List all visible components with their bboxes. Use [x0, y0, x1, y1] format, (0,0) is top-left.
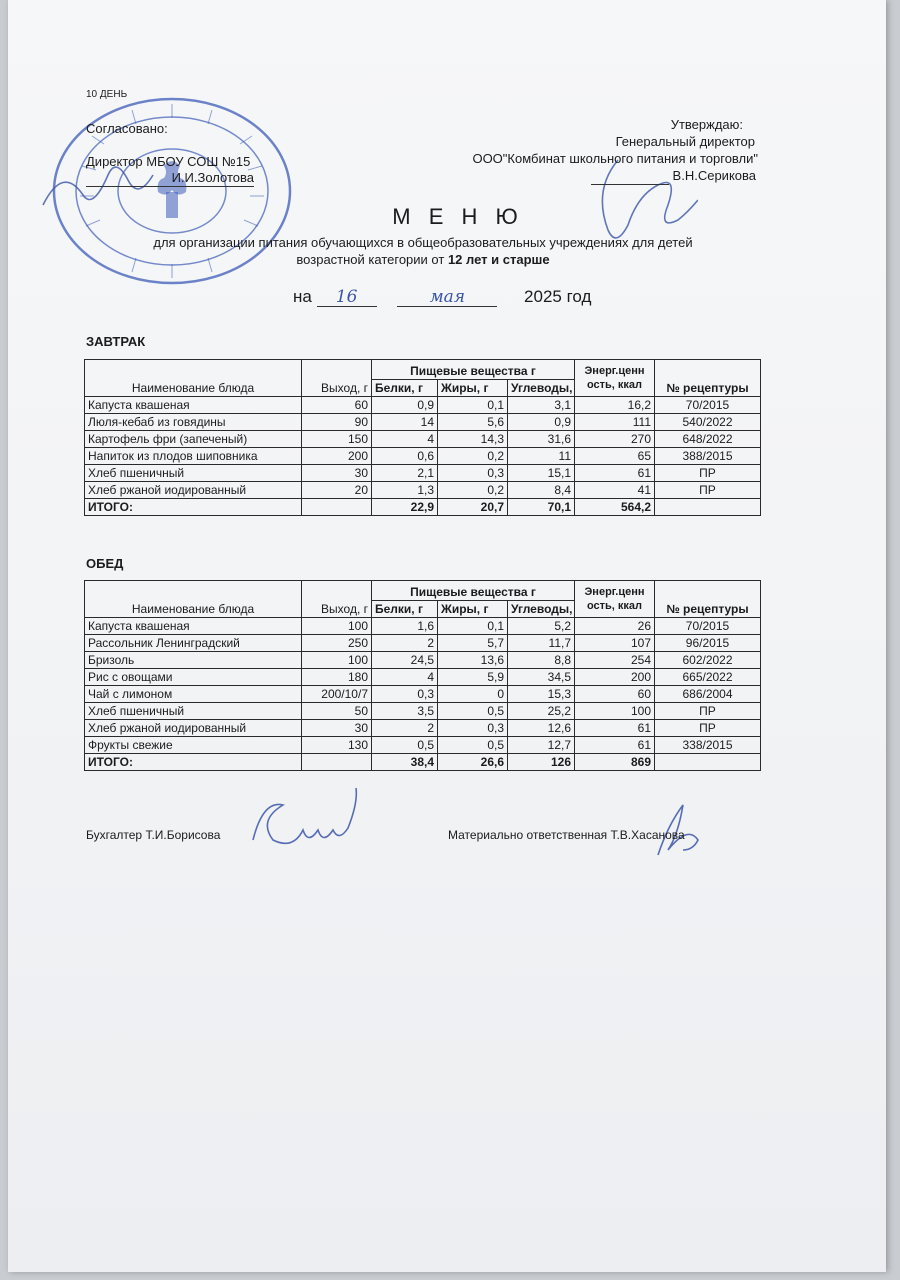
table-row — [85, 465, 761, 482]
cell-name: Напиток из плодов шиповника — [85, 448, 302, 465]
cell-recipe: ПР — [655, 482, 761, 499]
approved-name: В.Н.Серикова — [672, 168, 756, 183]
cell-fat: 5,6 — [438, 414, 508, 431]
date-prefix: на — [293, 287, 312, 306]
cell-carbs: 8,8 — [508, 652, 575, 669]
total-protein: 22,9 — [372, 499, 438, 516]
cell-protein: 0,9 — [372, 397, 438, 414]
cell-carbs: 34,5 — [508, 669, 575, 686]
cell-protein: 0,6 — [372, 448, 438, 465]
col-header-name: Наименование блюда — [85, 360, 302, 397]
cell-energy: 41 — [575, 482, 655, 499]
cell-protein: 2,1 — [372, 465, 438, 482]
cell-recipe: ПР — [655, 703, 761, 720]
table-row — [85, 737, 761, 754]
cell-energy: 65 — [575, 448, 655, 465]
cell-carbs: 11,7 — [508, 635, 575, 652]
lunch-rows — [85, 618, 761, 771]
cell-fat: 0,2 — [438, 448, 508, 465]
cell-carbs: 8,4 — [508, 482, 575, 499]
cell-energy: 61 — [575, 720, 655, 737]
total-energy: 564,2 — [575, 499, 655, 516]
cell-name: Бризоль — [85, 652, 302, 669]
approved-organization: ООО"Комбинат школьного питания и торговли" — [472, 151, 758, 166]
table-row — [85, 448, 761, 465]
total-row — [85, 754, 761, 771]
cell-fat: 0,3 — [438, 720, 508, 737]
cell-energy: 26 — [575, 618, 655, 635]
age-category: 12 лет и старше — [447, 252, 550, 267]
breakfast-table — [84, 359, 761, 516]
approved-position: Генеральный директор — [615, 134, 755, 149]
cell-yield: 250 — [302, 635, 372, 652]
cell-fat: 0,2 — [438, 482, 508, 499]
cell-name: Хлеб ржаной иодированный — [85, 482, 302, 499]
cell-yield: 30 — [302, 465, 372, 482]
total-label: ИТОГО: — [85, 499, 302, 516]
date-year: 2025 год — [524, 287, 592, 306]
cell-yield: 100 — [302, 652, 372, 669]
cell-recipe: 96/2015 — [655, 635, 761, 652]
lunch-title: ОБЕД — [86, 556, 124, 571]
cell-recipe: 665/2022 — [655, 669, 761, 686]
table-row — [85, 414, 761, 431]
agreed-position: Директор МБОУ СОШ №15 — [86, 154, 251, 169]
table-row — [85, 482, 761, 499]
cell-fat: 13,6 — [438, 652, 508, 669]
cell-yield: 150 — [302, 431, 372, 448]
table-row — [85, 635, 761, 652]
cell-energy: 254 — [575, 652, 655, 669]
cell-name: Фрукты свежие — [85, 737, 302, 754]
table-row — [85, 703, 761, 720]
table-row — [85, 431, 761, 448]
total-empty-cell — [655, 499, 761, 516]
cell-energy: 61 — [575, 465, 655, 482]
menu-title: М Е Н Ю — [392, 204, 524, 229]
cell-carbs: 31,6 — [508, 431, 575, 448]
cell-yield: 100 — [302, 618, 372, 635]
cell-energy: 270 — [575, 431, 655, 448]
total-label: ИТОГО: — [85, 754, 302, 771]
agreed-title: Согласовано: — [86, 121, 168, 136]
cell-protein: 2 — [372, 720, 438, 737]
cell-yield: 20 — [302, 482, 372, 499]
breakfast-title: ЗАВТРАК — [86, 334, 146, 349]
col-header-energy: Энерг.ценн ость, ккал — [575, 581, 655, 618]
cell-recipe: 540/2022 — [655, 414, 761, 431]
responsible-signoff: Материально ответственная Т.В.Хасанова — [448, 828, 685, 842]
cell-fat: 5,7 — [438, 635, 508, 652]
total-empty-cell — [655, 754, 761, 771]
cell-name: Люля-кебаб из говядины — [85, 414, 302, 431]
col-header-energy: Энерг.ценн ость, ккал — [575, 360, 655, 397]
cell-fat: 0,1 — [438, 618, 508, 635]
lunch-table — [84, 580, 761, 771]
cell-carbs: 15,1 — [508, 465, 575, 482]
total-empty-cell — [302, 754, 372, 771]
accountant-signoff: Бухгалтер Т.И.Борисова — [86, 828, 221, 842]
subtitle-line-2-text: возрастной категории от — [296, 252, 448, 267]
cell-protein: 4 — [372, 669, 438, 686]
total-protein: 38,4 — [372, 754, 438, 771]
cell-protein: 0,5 — [372, 737, 438, 754]
col-header-fat: Жиры, г — [438, 379, 508, 396]
cell-yield: 200/10/7 — [302, 686, 372, 703]
cell-energy: 60 — [575, 686, 655, 703]
breakfast-rows — [85, 397, 761, 516]
col-header-nutrients: Пищевые вещества г — [372, 581, 575, 601]
cell-yield: 130 — [302, 737, 372, 754]
col-header-protein: Белки, г — [372, 379, 438, 396]
agreed-name: И.И.Золотова — [86, 170, 254, 187]
cell-protein: 24,5 — [372, 652, 438, 669]
cell-protein: 14 — [372, 414, 438, 431]
cell-recipe: 70/2015 — [655, 618, 761, 635]
cell-carbs: 0,9 — [508, 414, 575, 431]
cell-fat: 0,3 — [438, 465, 508, 482]
cell-carbs: 11 — [508, 448, 575, 465]
col-header-carbs: Углеводы, — [508, 600, 575, 617]
cell-recipe: 648/2022 — [655, 431, 761, 448]
col-header-protein: Белки, г — [372, 600, 438, 617]
menu-date — [293, 287, 591, 307]
col-header-fat: Жиры, г — [438, 600, 508, 617]
cell-name: Картофель фри (запеченый) — [85, 431, 302, 448]
total-fat: 26,6 — [438, 754, 508, 771]
cell-yield: 30 — [302, 720, 372, 737]
table-row — [85, 397, 761, 414]
cell-recipe: ПР — [655, 465, 761, 482]
cell-name: Рис с овощами — [85, 669, 302, 686]
total-energy: 869 — [575, 754, 655, 771]
cell-carbs: 25,2 — [508, 703, 575, 720]
col-header-recipe: № рецептуры — [655, 581, 761, 618]
cell-energy: 100 — [575, 703, 655, 720]
cell-yield: 50 — [302, 703, 372, 720]
cell-yield: 60 — [302, 397, 372, 414]
cell-name: Хлеб ржаной иодированный — [85, 720, 302, 737]
cell-energy: 16,2 — [575, 397, 655, 414]
cell-carbs: 15,3 — [508, 686, 575, 703]
total-carbs: 126 — [508, 754, 575, 771]
cell-fat: 0 — [438, 686, 508, 703]
approved-signature-line — [591, 184, 669, 185]
table-row — [85, 686, 761, 703]
cell-protein: 0,3 — [372, 686, 438, 703]
date-day: 16 — [317, 288, 377, 307]
col-header-yield: Выход, г — [302, 581, 372, 618]
cell-name: Хлеб пшеничный — [85, 703, 302, 720]
col-header-name: Наименование блюда — [85, 581, 302, 618]
table-row — [85, 652, 761, 669]
cell-name: Хлеб пшеничный — [85, 465, 302, 482]
cell-recipe: 602/2022 — [655, 652, 761, 669]
subtitle-line-1: для организации питания обучающихся в общеобразовательных учреждениях для детей — [153, 235, 693, 250]
cell-energy: 200 — [575, 669, 655, 686]
cell-yield: 180 — [302, 669, 372, 686]
cell-protein: 1,3 — [372, 482, 438, 499]
cell-carbs: 12,7 — [508, 737, 575, 754]
cell-protein: 4 — [372, 431, 438, 448]
document-page — [8, 0, 886, 1272]
accountant-signature-icon — [243, 785, 363, 855]
cell-name: Рассольник Ленинградский — [85, 635, 302, 652]
col-header-recipe: № рецептуры — [655, 360, 761, 397]
date-month: мая — [397, 288, 497, 307]
table-row — [85, 720, 761, 737]
cell-recipe: 388/2015 — [655, 448, 761, 465]
col-header-carbs: Углеводы, — [508, 379, 575, 396]
cell-yield: 90 — [302, 414, 372, 431]
cell-protein: 3,5 — [372, 703, 438, 720]
cell-fat: 5,9 — [438, 669, 508, 686]
cell-fat: 14,3 — [438, 431, 508, 448]
cell-yield: 200 — [302, 448, 372, 465]
cell-recipe: 70/2015 — [655, 397, 761, 414]
cell-fat: 0,5 — [438, 703, 508, 720]
table-row — [85, 618, 761, 635]
day-label: 10 ДЕНЬ — [86, 89, 128, 100]
approved-title: Утверждаю: — [670, 117, 743, 132]
cell-carbs: 12,6 — [508, 720, 575, 737]
cell-name: Капуста квашеная — [85, 397, 302, 414]
cell-fat: 0,5 — [438, 737, 508, 754]
cell-carbs: 5,2 — [508, 618, 575, 635]
total-row — [85, 499, 761, 516]
cell-energy: 61 — [575, 737, 655, 754]
total-carbs: 70,1 — [508, 499, 575, 516]
total-empty-cell — [302, 499, 372, 516]
col-header-nutrients: Пищевые вещества г — [372, 360, 575, 380]
cell-energy: 111 — [575, 414, 655, 431]
cell-protein: 1,6 — [372, 618, 438, 635]
cell-recipe: ПР — [655, 720, 761, 737]
col-header-yield: Выход, г — [302, 360, 372, 397]
subtitle-line-2 — [8, 252, 838, 267]
table-row — [85, 669, 761, 686]
cell-recipe: 338/2015 — [655, 737, 761, 754]
total-fat: 20,7 — [438, 499, 508, 516]
cell-name: Капуста квашеная — [85, 618, 302, 635]
cell-protein: 2 — [372, 635, 438, 652]
cell-fat: 0,1 — [438, 397, 508, 414]
cell-carbs: 3,1 — [508, 397, 575, 414]
cell-name: Чай с лимоном — [85, 686, 302, 703]
cell-energy: 107 — [575, 635, 655, 652]
cell-recipe: 686/2004 — [655, 686, 761, 703]
